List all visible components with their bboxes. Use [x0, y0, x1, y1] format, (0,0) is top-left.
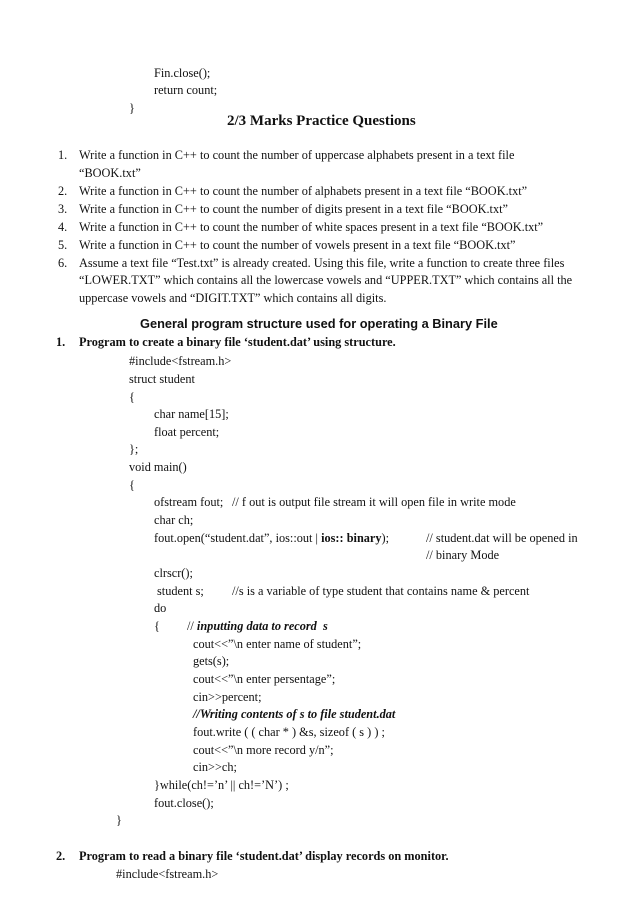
question-text: Write a function in C++ to count the number of uppercase alphabets present in a text file	[79, 148, 515, 162]
code-line: {	[154, 619, 160, 633]
code-line: char name[15];	[154, 407, 229, 421]
code-fragment-bold: ios:: binary	[321, 531, 382, 545]
question-number: 6.	[58, 256, 68, 270]
question-text: “BOOK.txt”	[79, 166, 141, 180]
code-comment	[187, 619, 328, 634]
code-line: return count;	[154, 83, 218, 97]
code-line: student s;	[157, 584, 204, 598]
code-line: do	[154, 601, 167, 615]
binary-section-heading: General program structure used for operating a Binary File	[140, 316, 498, 331]
code-line: fout.write ( ( char * ) &s, sizeof ( s ) ) ;	[193, 725, 385, 739]
code-line: #include<fstream.h>	[116, 867, 219, 881]
code-comment: // student.dat will be opened in	[426, 531, 578, 545]
code-line: }	[116, 813, 122, 827]
question-text: Write a function in C++ to count the number of alphabets present in a text file “BOOK.txt”	[79, 184, 528, 198]
code-line: cout<<”\n more record y/n”;	[193, 743, 334, 757]
question-number: 4.	[58, 220, 68, 234]
question-number: 5.	[58, 238, 68, 252]
code-line: gets(s);	[193, 654, 230, 668]
code-line: struct student	[129, 372, 195, 386]
code-line: cout<<”\n enter persentage”;	[193, 672, 336, 686]
question-text: “LOWER.TXT” which contains all the lowercase vowels and “UPPER.TXT” which contains all the	[79, 273, 573, 287]
code-line	[154, 531, 389, 546]
program-number: 2.	[56, 849, 66, 863]
code-line: void main()	[129, 460, 187, 474]
code-line: float percent;	[154, 425, 220, 439]
question-text: Write a function in C++ to count the number of vowels present in a text file “BOOK.txt”	[79, 238, 516, 252]
code-comment: // binary Mode	[426, 548, 500, 562]
code-line: {	[129, 390, 135, 404]
program-title: Program to create a binary file ‘student.dat’ using structure.	[79, 335, 396, 349]
code-line: }while(ch!=’n’ || ch!=’N’) ;	[154, 778, 289, 792]
code-line: {	[129, 478, 135, 492]
comment-slashes: //	[187, 619, 194, 633]
comment-text: inputting data to record s	[196, 619, 328, 633]
code-fragment: );	[381, 531, 390, 545]
code-fragment: fout.open(“student.dat”, ios::out |	[154, 531, 318, 545]
question-text: uppercase vowels and “DIGIT.TXT” which contains all digits.	[79, 291, 387, 305]
code-line: ofstream fout;	[154, 495, 224, 509]
question-number: 1.	[58, 148, 68, 162]
question-text: Write a function in C++ to count the number of digits present in a text file “BOOK.txt”	[79, 202, 508, 216]
code-line: Fin.close();	[154, 66, 211, 80]
code-line: #include<fstream.h>	[129, 354, 232, 368]
question-text: Assume a text file “Test.txt” is already created. Using this file, write a function to create three files	[79, 256, 565, 270]
question-number: 3.	[58, 202, 68, 216]
practice-heading: 2/3 Marks Practice Questions	[227, 113, 416, 129]
code-comment: // f out is output file stream it will open file in write mode	[232, 495, 516, 509]
code-line: cin>>percent;	[193, 690, 262, 704]
code-line: };	[129, 442, 139, 456]
program-number: 1.	[56, 335, 66, 349]
code-comment: //s is a variable of type student that contains name & percent	[232, 584, 530, 598]
code-line: cin>>ch;	[193, 760, 237, 774]
code-line: }	[129, 101, 135, 115]
code-line: char ch;	[154, 513, 194, 527]
question-text: Write a function in C++ to count the number of white spaces present in a text file “BOOK.txt”	[79, 220, 544, 234]
code-line: fout.close();	[154, 796, 214, 810]
program-title: Program to read a binary file ‘student.dat’ display records on monitor.	[79, 849, 449, 863]
code-line: clrscr();	[154, 566, 193, 580]
code-line: cout<<”\n enter name of student”;	[193, 637, 362, 651]
question-number: 2.	[58, 184, 68, 198]
code-comment: //Writing contents of s to file student.dat	[193, 707, 396, 721]
